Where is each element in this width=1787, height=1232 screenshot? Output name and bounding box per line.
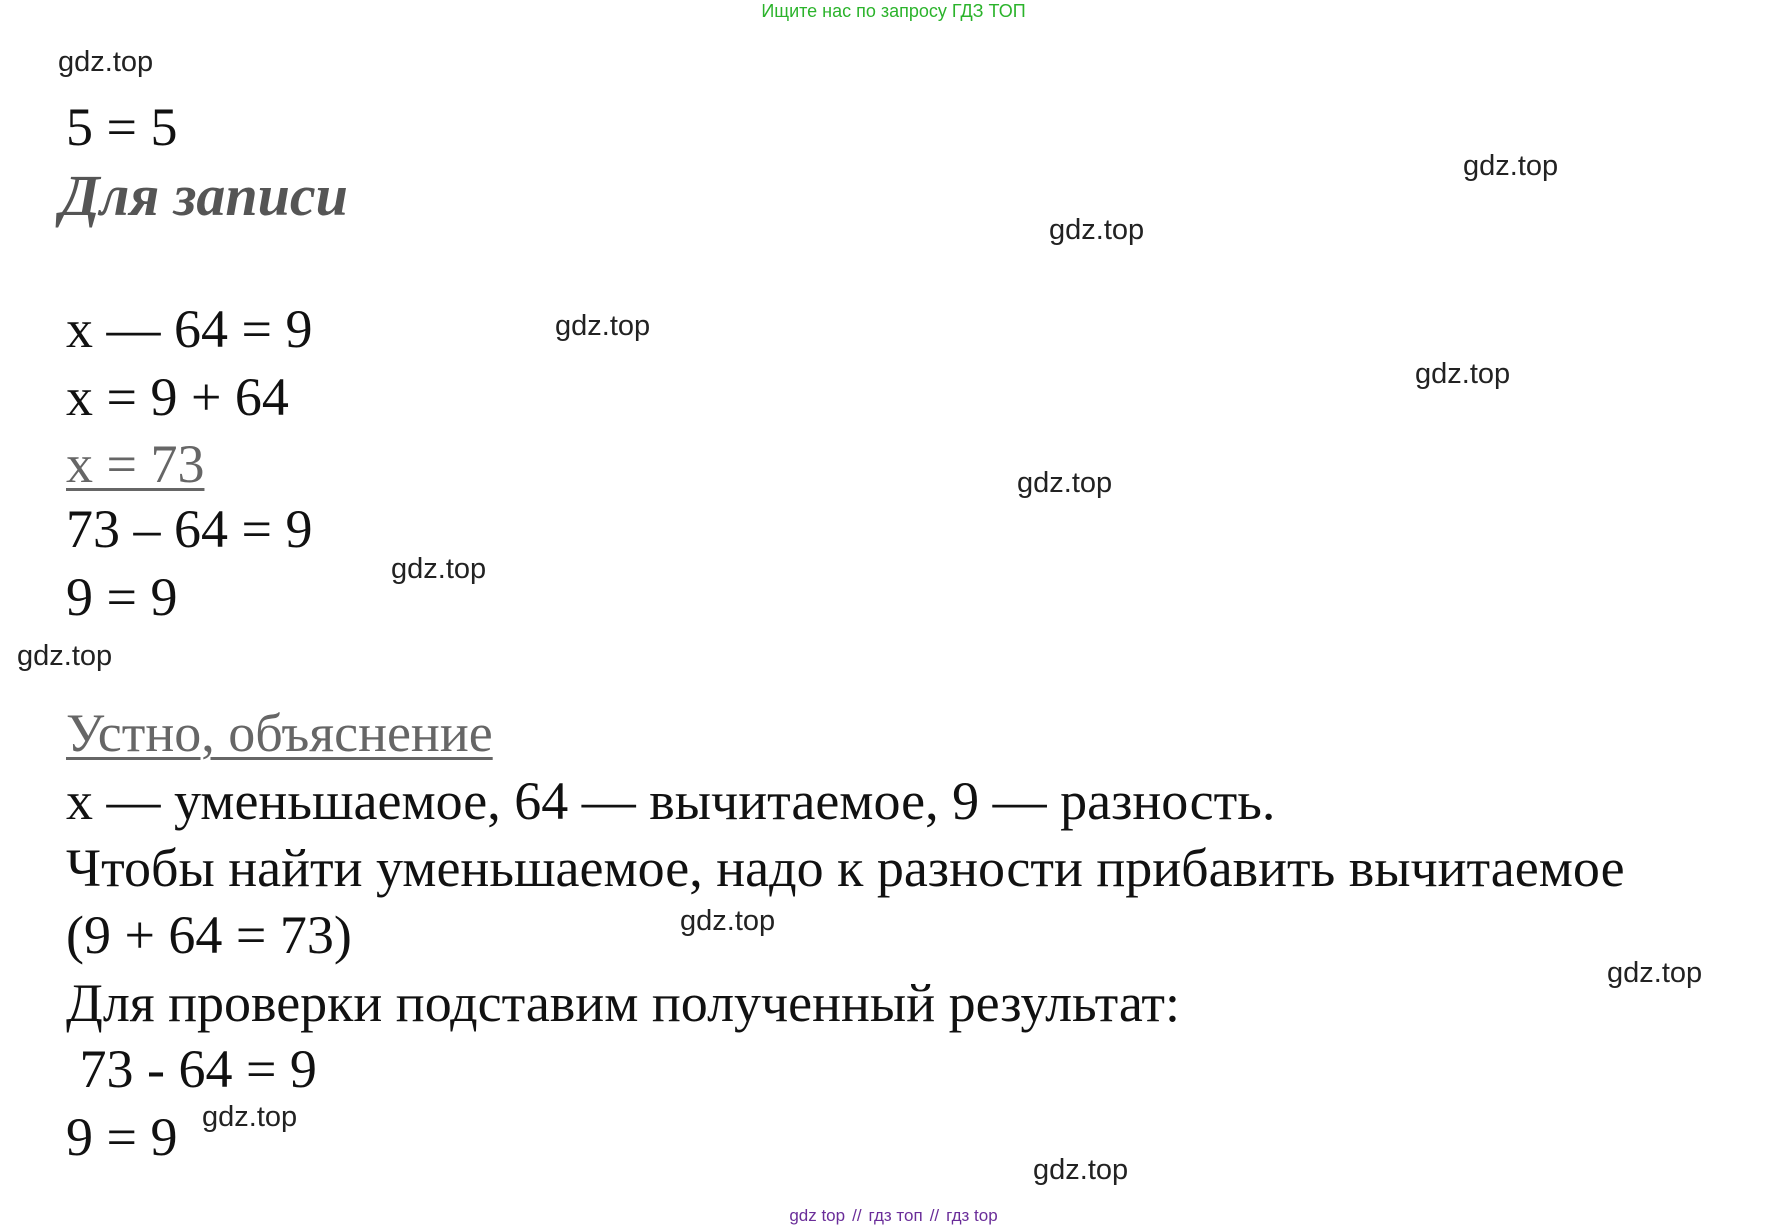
explanation-line: 9 = 9 [66, 1107, 178, 1167]
equation-line: x = 9 + 64 [66, 367, 289, 427]
footer-link[interactable]: gdz top [789, 1206, 846, 1225]
record-heading: Для записи [60, 163, 348, 228]
watermark: gdz.top [555, 310, 651, 342]
promo-link[interactable]: Ищите нас по запросу ГДЗ ТОП [761, 1, 1026, 21]
equation-line: x — 64 = 9 [66, 299, 313, 359]
explanation-line: Чтобы найти уменьшаемое, надо к разности прибавить вычитаемое [66, 838, 1625, 898]
watermark: gdz.top [391, 553, 487, 585]
watermark: gdz.top [1033, 1154, 1129, 1186]
watermark: gdz.top [58, 46, 154, 78]
footer-link[interactable]: гдз top [946, 1206, 998, 1225]
footer-link[interactable]: гдз топ [868, 1206, 923, 1225]
watermark: gdz.top [1607, 957, 1703, 989]
check-line: 73 – 64 = 9 [66, 499, 313, 559]
explanation-line: (9 + 64 = 73) [66, 905, 352, 965]
watermark: gdz.top [1415, 358, 1511, 390]
watermark: gdz.top [1049, 214, 1145, 246]
footer-separator: // [852, 1206, 862, 1225]
oral-heading: Устно, объяснение [66, 703, 493, 763]
watermark: gdz.top [202, 1101, 298, 1133]
equation-line: 5 = 5 [66, 97, 178, 157]
equation-answer: x = 73 [66, 434, 205, 494]
watermark: gdz.top [1017, 467, 1113, 499]
footer-links [0, 1206, 1787, 1226]
check-line: 9 = 9 [66, 567, 178, 627]
explanation-line: 73 - 64 = 9 [66, 1039, 317, 1099]
explanation-line: x — уменьшаемое, 64 — вычитаемое, 9 — разность. [66, 771, 1276, 831]
watermark: gdz.top [1463, 150, 1559, 182]
watermark: gdz.top [17, 640, 113, 672]
explanation-line: Для проверки подставим полученный результат: [66, 973, 1181, 1033]
watermark: gdz.top [680, 905, 776, 937]
footer-separator: // [929, 1206, 940, 1225]
